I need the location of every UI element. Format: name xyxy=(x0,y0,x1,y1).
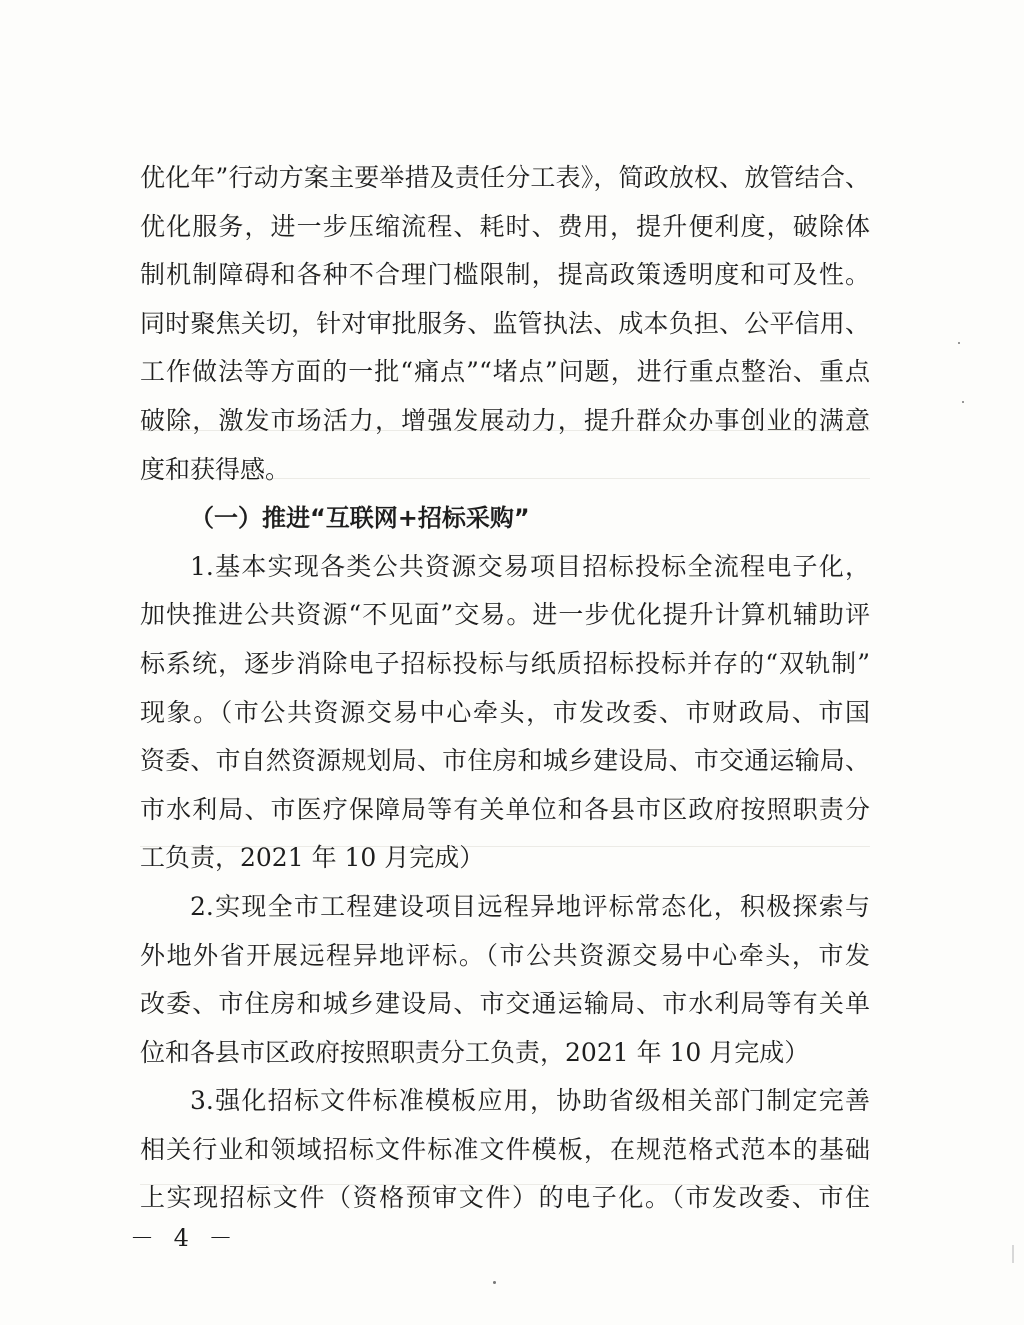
scan-speck xyxy=(493,1281,496,1284)
paragraph-line: 2.实现全市工程建设项目远程异地评标常态化，积极探索与 xyxy=(190,891,870,921)
paragraph-line: 破除，激发市场活力，增强发展动力，提升群众办事创业的满意 xyxy=(140,405,870,435)
page-number: － 4 － xyxy=(130,1224,239,1252)
paragraph-line: 工负责，2021 年 10 月完成） xyxy=(140,843,485,873)
paragraph-line: 资委、市自然资源规划局、市住房和城乡建设局、市交通运输局、 xyxy=(140,746,870,776)
paragraph-line: 标系统，逐步消除电子招标投标与纸质招标投标并存的“双轨制” xyxy=(140,648,870,678)
paragraph-line: 改委、市住房和城乡建设局、市交通运输局、市水利局等有关单 xyxy=(140,989,870,1019)
paragraph-line: 优化年”行动方案主要举措及责任分工表》，简政放权、放管结合、 xyxy=(140,163,870,192)
paragraph-line: 外地外省开展远程异地评标。（市公共资源交易中心牵头，市发 xyxy=(140,940,870,970)
paragraph-line: 工作做法等方面的一批“痛点”“堵点”问题，进行重点整治、重点 xyxy=(140,357,870,387)
paragraph-line: 位和各县市区政府按照职责分工负责，2021 年 10 月完成） xyxy=(140,1037,810,1067)
paragraph-line: 同时聚焦关切，针对审批服务、监管执法、成本负担、公平信用、 xyxy=(140,308,870,338)
paragraph-line: 优化服务，进一步压缩流程、耗时、费用，提升便利度，破除体 xyxy=(140,211,870,241)
paragraph-line: 上实现招标文件（资格预审文件）的电子化。（市发改委、市住 xyxy=(140,1183,870,1213)
scan-speck xyxy=(958,342,960,344)
paragraph-line: 制机制障碍和各种不合理门槛限制，提高政策透明度和可及性。 xyxy=(140,260,870,290)
paragraph-line: 相关行业和领域招标文件标准文件模板，在规范格式范本的基础 xyxy=(140,1134,870,1164)
paragraph-line: 度和获得感。 xyxy=(140,454,291,484)
paragraph-line: 加快推进公共资源“不见面”交易。进一步优化提升计算机辅助评 xyxy=(140,600,870,630)
paragraph-line: 现象。（市公共资源交易中心牵头，市发改委、市财政局、市国 xyxy=(140,697,870,727)
paragraph-line: 市水利局、市医疗保障局等有关单位和各县市区政府按照职责分 xyxy=(140,794,870,824)
margin-mark xyxy=(1012,1245,1014,1263)
paragraph-line: 1.基本实现各类公共资源交易项目招标投标全流程电子化， xyxy=(190,551,870,581)
section-heading: （一）推进“互联网+招标采购” xyxy=(190,504,530,533)
paragraph-line: 3.强化招标文件标准模板应用，协助省级相关部门制定完善 xyxy=(190,1086,870,1116)
scan-speck xyxy=(962,401,964,403)
document-body xyxy=(140,154,870,1223)
